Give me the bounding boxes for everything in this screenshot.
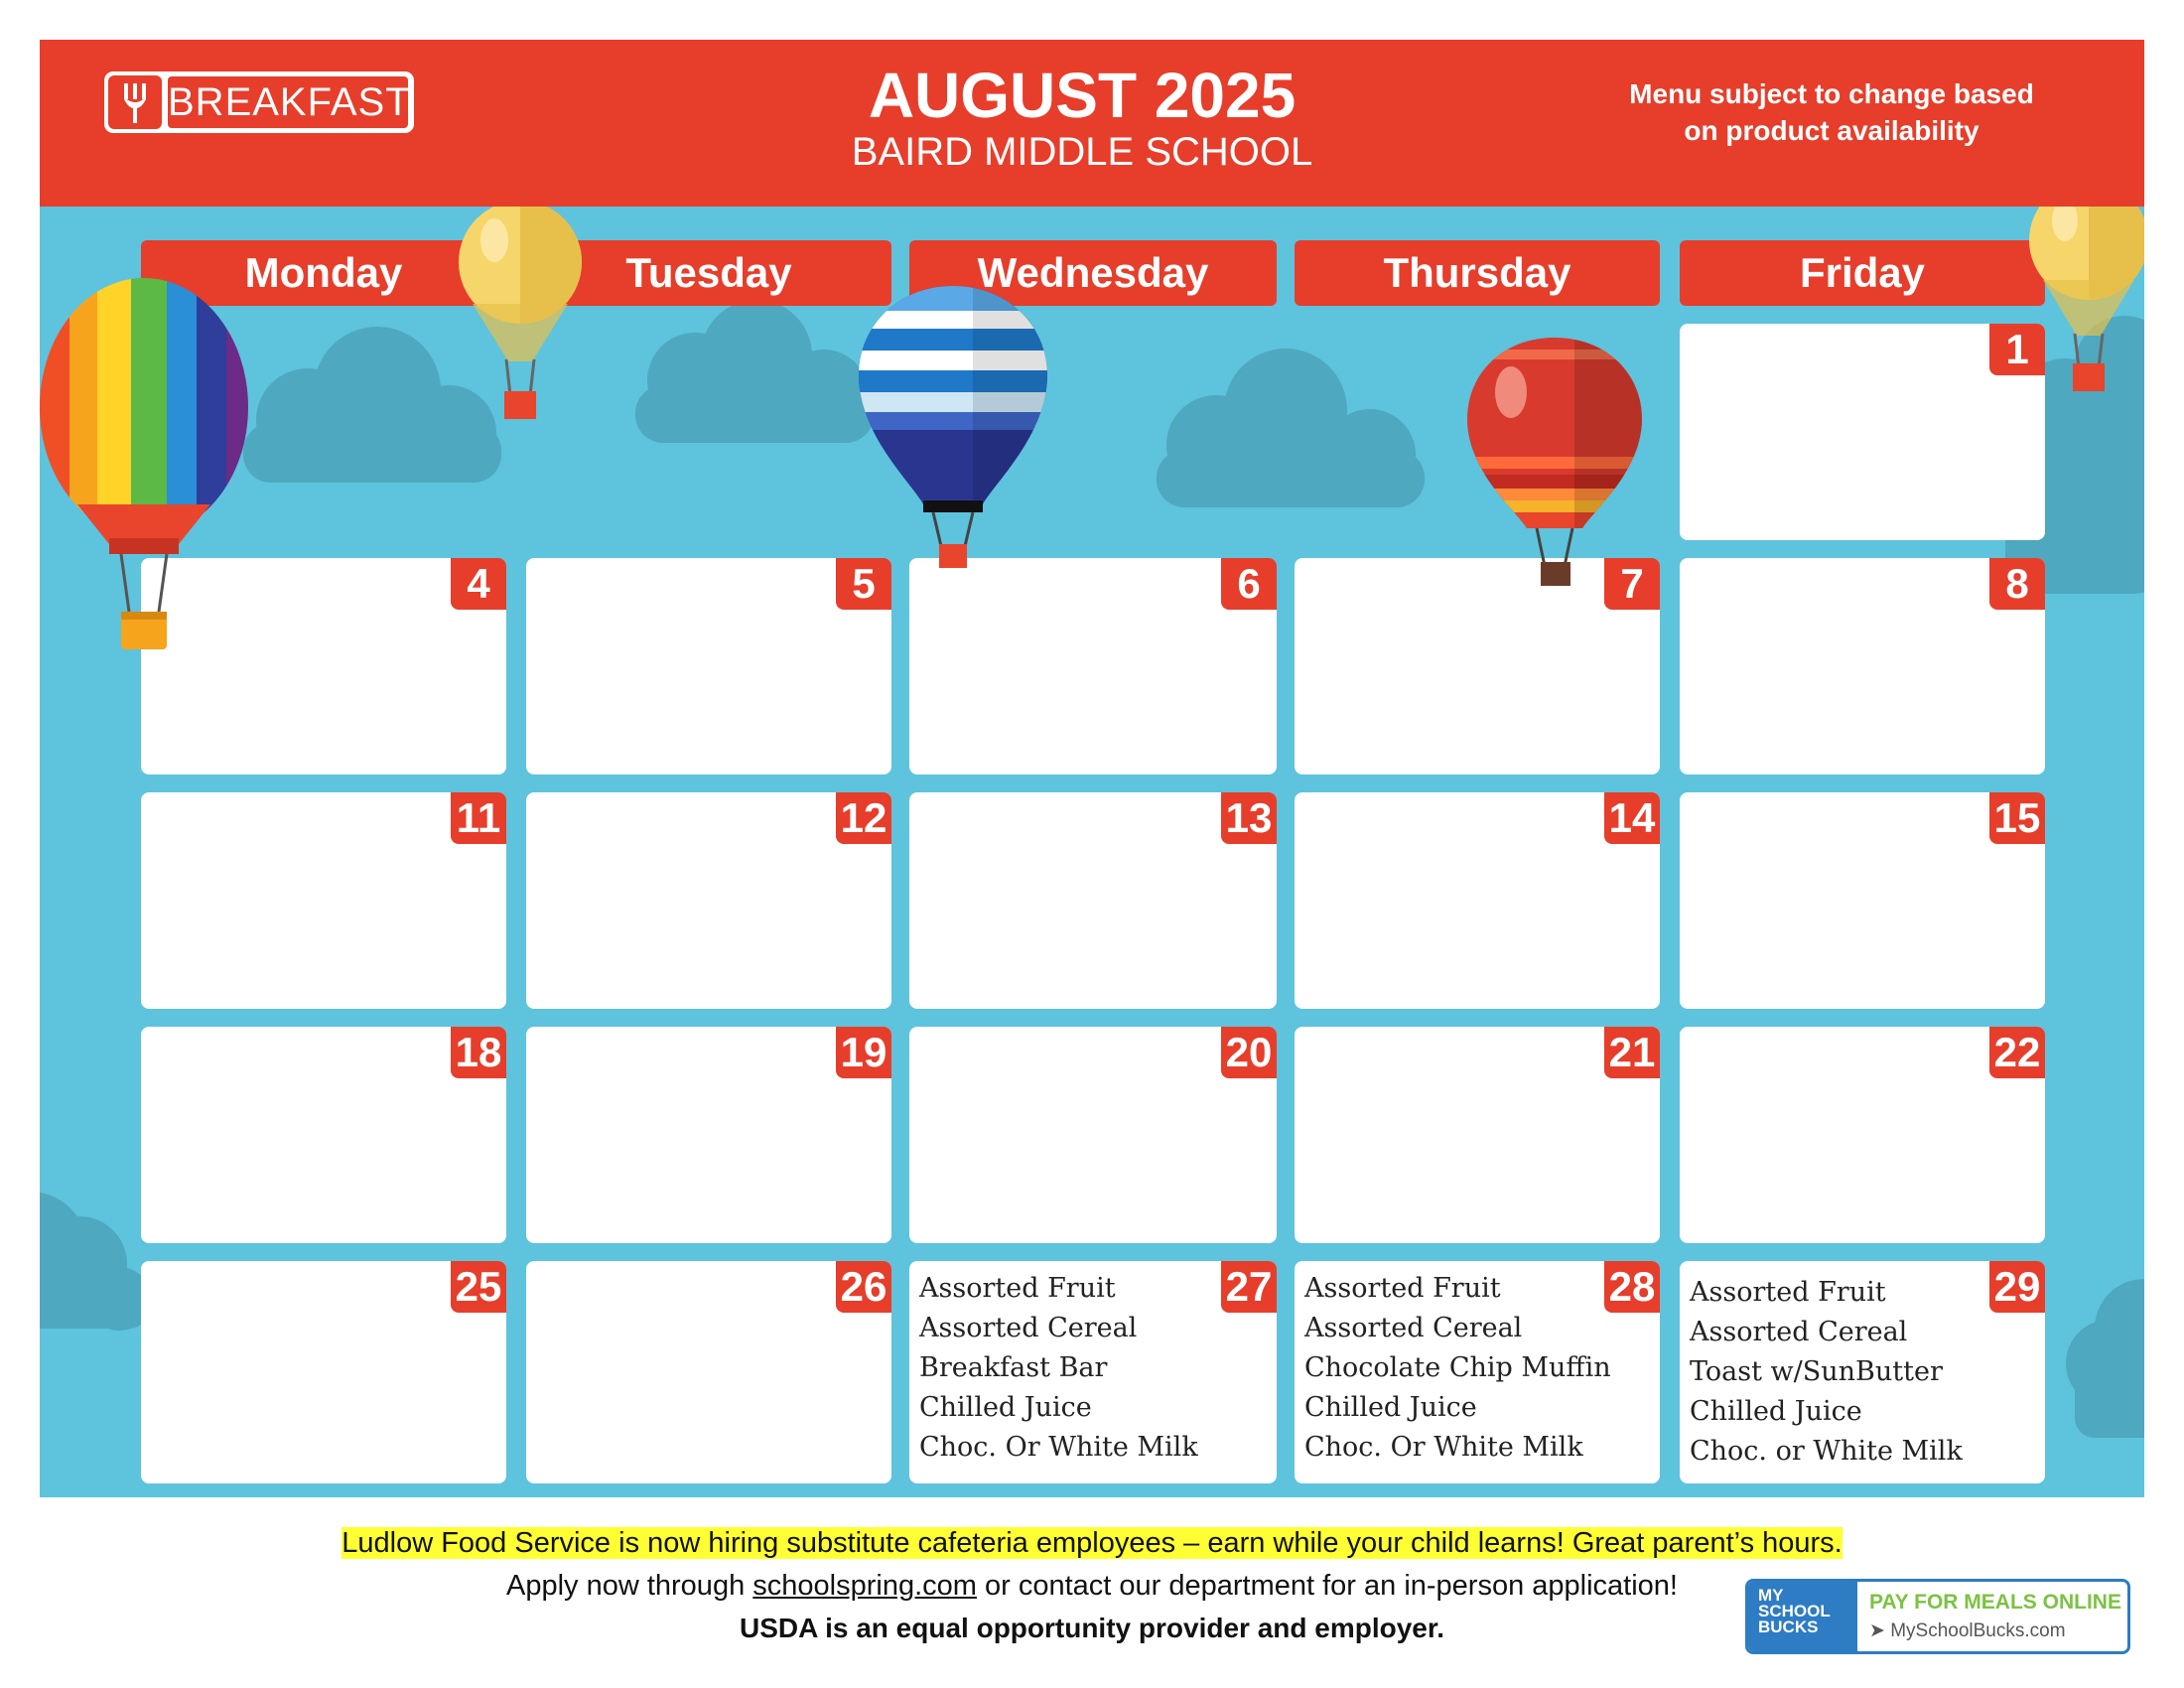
day-number: 14 bbox=[1604, 792, 1660, 844]
apply-text-after: or contact our department for an in-person application! bbox=[976, 1570, 1678, 1602]
breakfast-label: BREAKFAST bbox=[168, 76, 408, 128]
day-number: 5 bbox=[836, 558, 891, 610]
day-cell-13 bbox=[909, 792, 1277, 1009]
day-number: 26 bbox=[836, 1261, 891, 1313]
day-cell-12 bbox=[526, 792, 891, 1009]
day-cell-29 bbox=[1680, 1261, 2045, 1483]
day-cell-27 bbox=[909, 1261, 1277, 1483]
menu-list bbox=[1690, 1273, 1987, 1472]
day-cell-19 bbox=[526, 1027, 891, 1243]
page-title: AUGUST 2025 bbox=[868, 60, 1297, 131]
myschoolbucks-logo bbox=[1748, 1582, 1857, 1651]
rainbow-balloon-icon bbox=[40, 278, 268, 665]
schoolspring-link[interactable]: schoolspring.com bbox=[752, 1570, 977, 1602]
day-number: 4 bbox=[451, 558, 506, 610]
myschoolbucks-site bbox=[1869, 1619, 2066, 1643]
menu-item: Chocolate Chip Muffin bbox=[1304, 1352, 1611, 1383]
hiring-text: Ludlow Food Service is now hiring substitute cafeteria employees – earn while your child learns! Great parent’s hours. bbox=[341, 1527, 1843, 1559]
weekday-monday: Monday bbox=[141, 240, 506, 306]
day-cell-5 bbox=[526, 558, 891, 774]
day-number: 28 bbox=[1604, 1261, 1660, 1313]
arrow-circle-icon: ➤ bbox=[1869, 1620, 1891, 1641]
day-number: 20 bbox=[1221, 1027, 1277, 1078]
logo-line: BUCKS bbox=[1758, 1618, 1819, 1636]
day-cell-25 bbox=[141, 1261, 506, 1483]
day-cell-28 bbox=[1295, 1261, 1660, 1483]
cloud-icon bbox=[1157, 349, 1425, 507]
day-cell-6 bbox=[909, 558, 1277, 774]
menu-item: Assorted Cereal bbox=[1304, 1313, 1523, 1343]
day-number: 13 bbox=[1221, 792, 1277, 844]
day-number: 8 bbox=[1989, 558, 2045, 610]
menu-item: Chilled Juice bbox=[1304, 1392, 1477, 1423]
menu-item: Assorted Fruit bbox=[919, 1273, 1116, 1304]
day-number: 21 bbox=[1604, 1027, 1660, 1078]
day-number: 29 bbox=[1989, 1261, 2045, 1313]
menu-item: Chilled Juice bbox=[1690, 1396, 1862, 1427]
cloud-icon bbox=[40, 1192, 151, 1331]
day-number: 1 bbox=[1989, 324, 2045, 375]
myschoolbucks-badge[interactable] bbox=[1745, 1579, 2130, 1654]
menu-list bbox=[919, 1269, 1217, 1468]
day-number: 22 bbox=[1989, 1027, 2045, 1078]
weekday-wednesday: Wednesday bbox=[909, 240, 1277, 306]
red-balloon-icon bbox=[1465, 338, 1644, 596]
day-cell-15 bbox=[1680, 792, 2045, 1009]
hiring-notice bbox=[0, 1525, 2184, 1561]
menu-item: Assorted Cereal bbox=[1690, 1317, 1908, 1347]
weekday-friday: Friday bbox=[1680, 240, 2045, 306]
usda-statement: USDA is an equal opportunity provider and employer. bbox=[740, 1613, 1444, 1643]
day-cell-18 bbox=[141, 1027, 506, 1243]
menu-notice-line1: Menu subject to change based bbox=[1629, 78, 2034, 109]
day-cell-20 bbox=[909, 1027, 1277, 1243]
day-number: 25 bbox=[451, 1261, 506, 1313]
day-cell-1 bbox=[1680, 324, 2045, 540]
day-number: 11 bbox=[451, 792, 506, 844]
logo-line: MY bbox=[1758, 1586, 1784, 1605]
day-number: 7 bbox=[1604, 558, 1660, 610]
day-cell-8 bbox=[1680, 558, 2045, 774]
calendar-area bbox=[40, 207, 2144, 1497]
menu-item: Choc. Or White Milk bbox=[919, 1432, 1198, 1463]
day-number: 27 bbox=[1221, 1261, 1277, 1313]
day-number: 18 bbox=[451, 1027, 506, 1078]
pay-online-label: PAY FOR MEALS ONLINE bbox=[1869, 1591, 2121, 1614]
day-cell-21 bbox=[1295, 1027, 1660, 1243]
cloud-icon bbox=[2066, 1279, 2144, 1438]
calendar-header bbox=[40, 40, 2144, 207]
weekday-thursday: Thursday bbox=[1295, 240, 1660, 306]
menu-item: Assorted Fruit bbox=[1304, 1273, 1501, 1304]
apply-text-before: Apply now through bbox=[505, 1570, 753, 1602]
blue-balloon-icon bbox=[854, 286, 1052, 574]
fork-icon bbox=[104, 71, 166, 133]
menu-notice bbox=[1608, 75, 2055, 149]
day-cell-22 bbox=[1680, 1027, 2045, 1243]
day-cell-14 bbox=[1295, 792, 1660, 1009]
menu-item: Assorted Cereal bbox=[919, 1313, 1138, 1343]
day-cell-11 bbox=[141, 792, 506, 1009]
cloud-icon bbox=[635, 300, 874, 443]
weekday-tuesday: Tuesday bbox=[526, 240, 891, 306]
menu-item: Choc. Or White Milk bbox=[1304, 1432, 1583, 1463]
breakfast-logo bbox=[104, 71, 414, 133]
menu-item: Toast w/SunButter bbox=[1690, 1356, 1943, 1387]
school-name: BAIRD MIDDLE SCHOOL bbox=[851, 130, 1313, 174]
logo-line: SCHOOL bbox=[1758, 1602, 1831, 1620]
day-number: 15 bbox=[1989, 792, 2045, 844]
menu-item: Choc. or White Milk bbox=[1690, 1436, 1963, 1467]
day-number: 6 bbox=[1221, 558, 1277, 610]
day-cell-26 bbox=[526, 1261, 891, 1483]
yellow-balloon-icon bbox=[2025, 207, 2144, 399]
day-number: 12 bbox=[836, 792, 891, 844]
yellow-balloon-icon bbox=[455, 207, 594, 429]
menu-item: Breakfast Bar bbox=[919, 1352, 1108, 1383]
site-label: MySchoolBucks.com bbox=[1890, 1620, 2066, 1641]
menu-item: Chilled Juice bbox=[919, 1392, 1092, 1423]
menu-notice-line2: on product availability bbox=[1684, 115, 1979, 146]
day-number: 19 bbox=[836, 1027, 891, 1078]
menu-item: Assorted Fruit bbox=[1690, 1277, 1886, 1308]
menu-list bbox=[1304, 1269, 1611, 1468]
